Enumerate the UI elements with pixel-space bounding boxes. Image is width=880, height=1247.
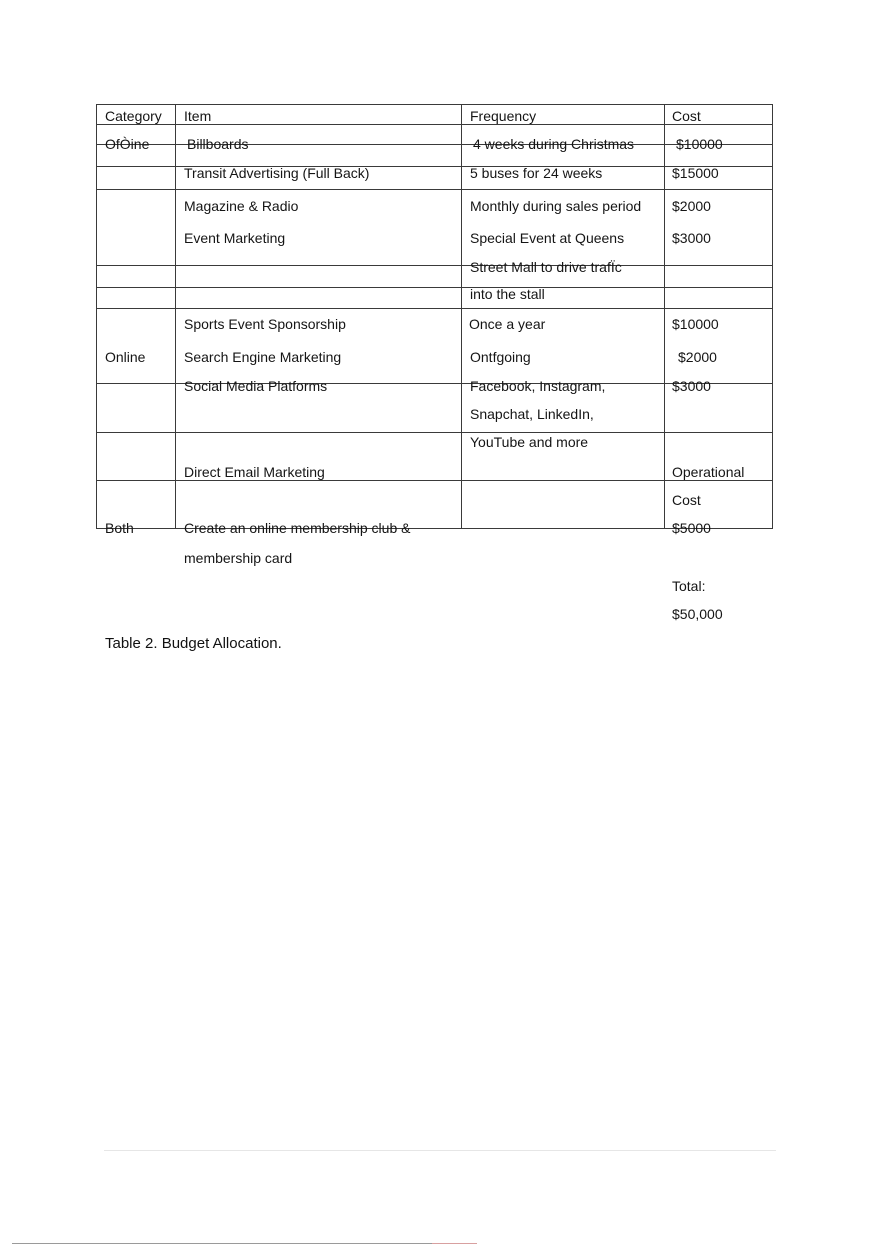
table-rule <box>96 104 773 105</box>
cell-cost: Operational <box>672 464 745 480</box>
cell-frequency: Once a year <box>469 316 546 332</box>
page-bottom-divider-accent <box>432 1243 477 1244</box>
table-rule <box>96 189 773 190</box>
cell-item: Magazine & Radio <box>184 198 299 214</box>
total-label: Total: <box>672 578 706 594</box>
cell-item: Transit Advertising (Full Back) <box>184 165 370 181</box>
cell-category: Online <box>105 349 146 365</box>
page-bottom-divider <box>12 1243 477 1244</box>
cell-frequency: Facebook, Instagram, <box>470 378 606 394</box>
cell-frequency: 4 weeks during Christmas <box>473 136 635 152</box>
cell-cost: Cost <box>672 492 701 508</box>
table-rule <box>96 104 97 529</box>
cell-cost: $3000 <box>672 230 711 246</box>
table-caption: Table 2. Budget Allocation. <box>105 635 282 652</box>
cell-cost: $5000 <box>672 520 711 536</box>
total-value: $50,000 <box>672 606 723 622</box>
cell-item: Social Media Platforms <box>184 378 328 394</box>
footer-divider <box>104 1150 776 1151</box>
table-rule <box>96 265 773 266</box>
cell-cost: $15000 <box>672 165 719 181</box>
cell-frequency: YouTube and more <box>470 434 589 450</box>
cell-item: Billboards <box>187 136 249 152</box>
table-rule <box>461 104 462 529</box>
cell-item: Create an online membership club & <box>184 520 411 536</box>
cell-item: Event Marketing <box>184 230 286 246</box>
cell-item: membership card <box>184 550 293 566</box>
cell-cost: $2000 <box>678 349 717 365</box>
table-rule <box>175 104 176 529</box>
cell-item: Direct Email Marketing <box>184 464 325 480</box>
cell-frequency: Ontfgoing <box>470 349 531 365</box>
table-rule <box>96 287 773 288</box>
cell-cost: $10000 <box>676 136 723 152</box>
cell-frequency: 5 buses for 24 weeks <box>470 165 603 181</box>
cell-frequency: Snapchat, LinkedIn, <box>470 406 594 422</box>
table-rule <box>772 104 773 529</box>
header-cost: Cost <box>672 108 701 124</box>
cell-item: Sports Event Sponsorship <box>184 316 346 332</box>
table-rule <box>96 308 773 309</box>
cell-category: OfÒine <box>105 136 150 152</box>
cell-frequency: into the stall <box>470 286 545 302</box>
cell-cost: $2000 <box>672 198 711 214</box>
table-rule <box>664 104 665 529</box>
cell-frequency: Special Event at Queens <box>470 230 625 246</box>
header-item: Item <box>184 108 212 124</box>
table-rule <box>96 432 773 433</box>
cell-item: Search Engine Marketing <box>184 349 342 365</box>
header-frequency: Frequency <box>470 108 537 124</box>
cell-cost: $10000 <box>672 316 719 332</box>
cell-frequency: Street Mall to drive trafÏc <box>470 259 622 275</box>
cell-frequency: Monthly during sales period <box>470 198 642 214</box>
cell-category: Both <box>105 520 134 536</box>
cell-cost: $3000 <box>672 378 711 394</box>
header-category: Category <box>105 108 162 124</box>
